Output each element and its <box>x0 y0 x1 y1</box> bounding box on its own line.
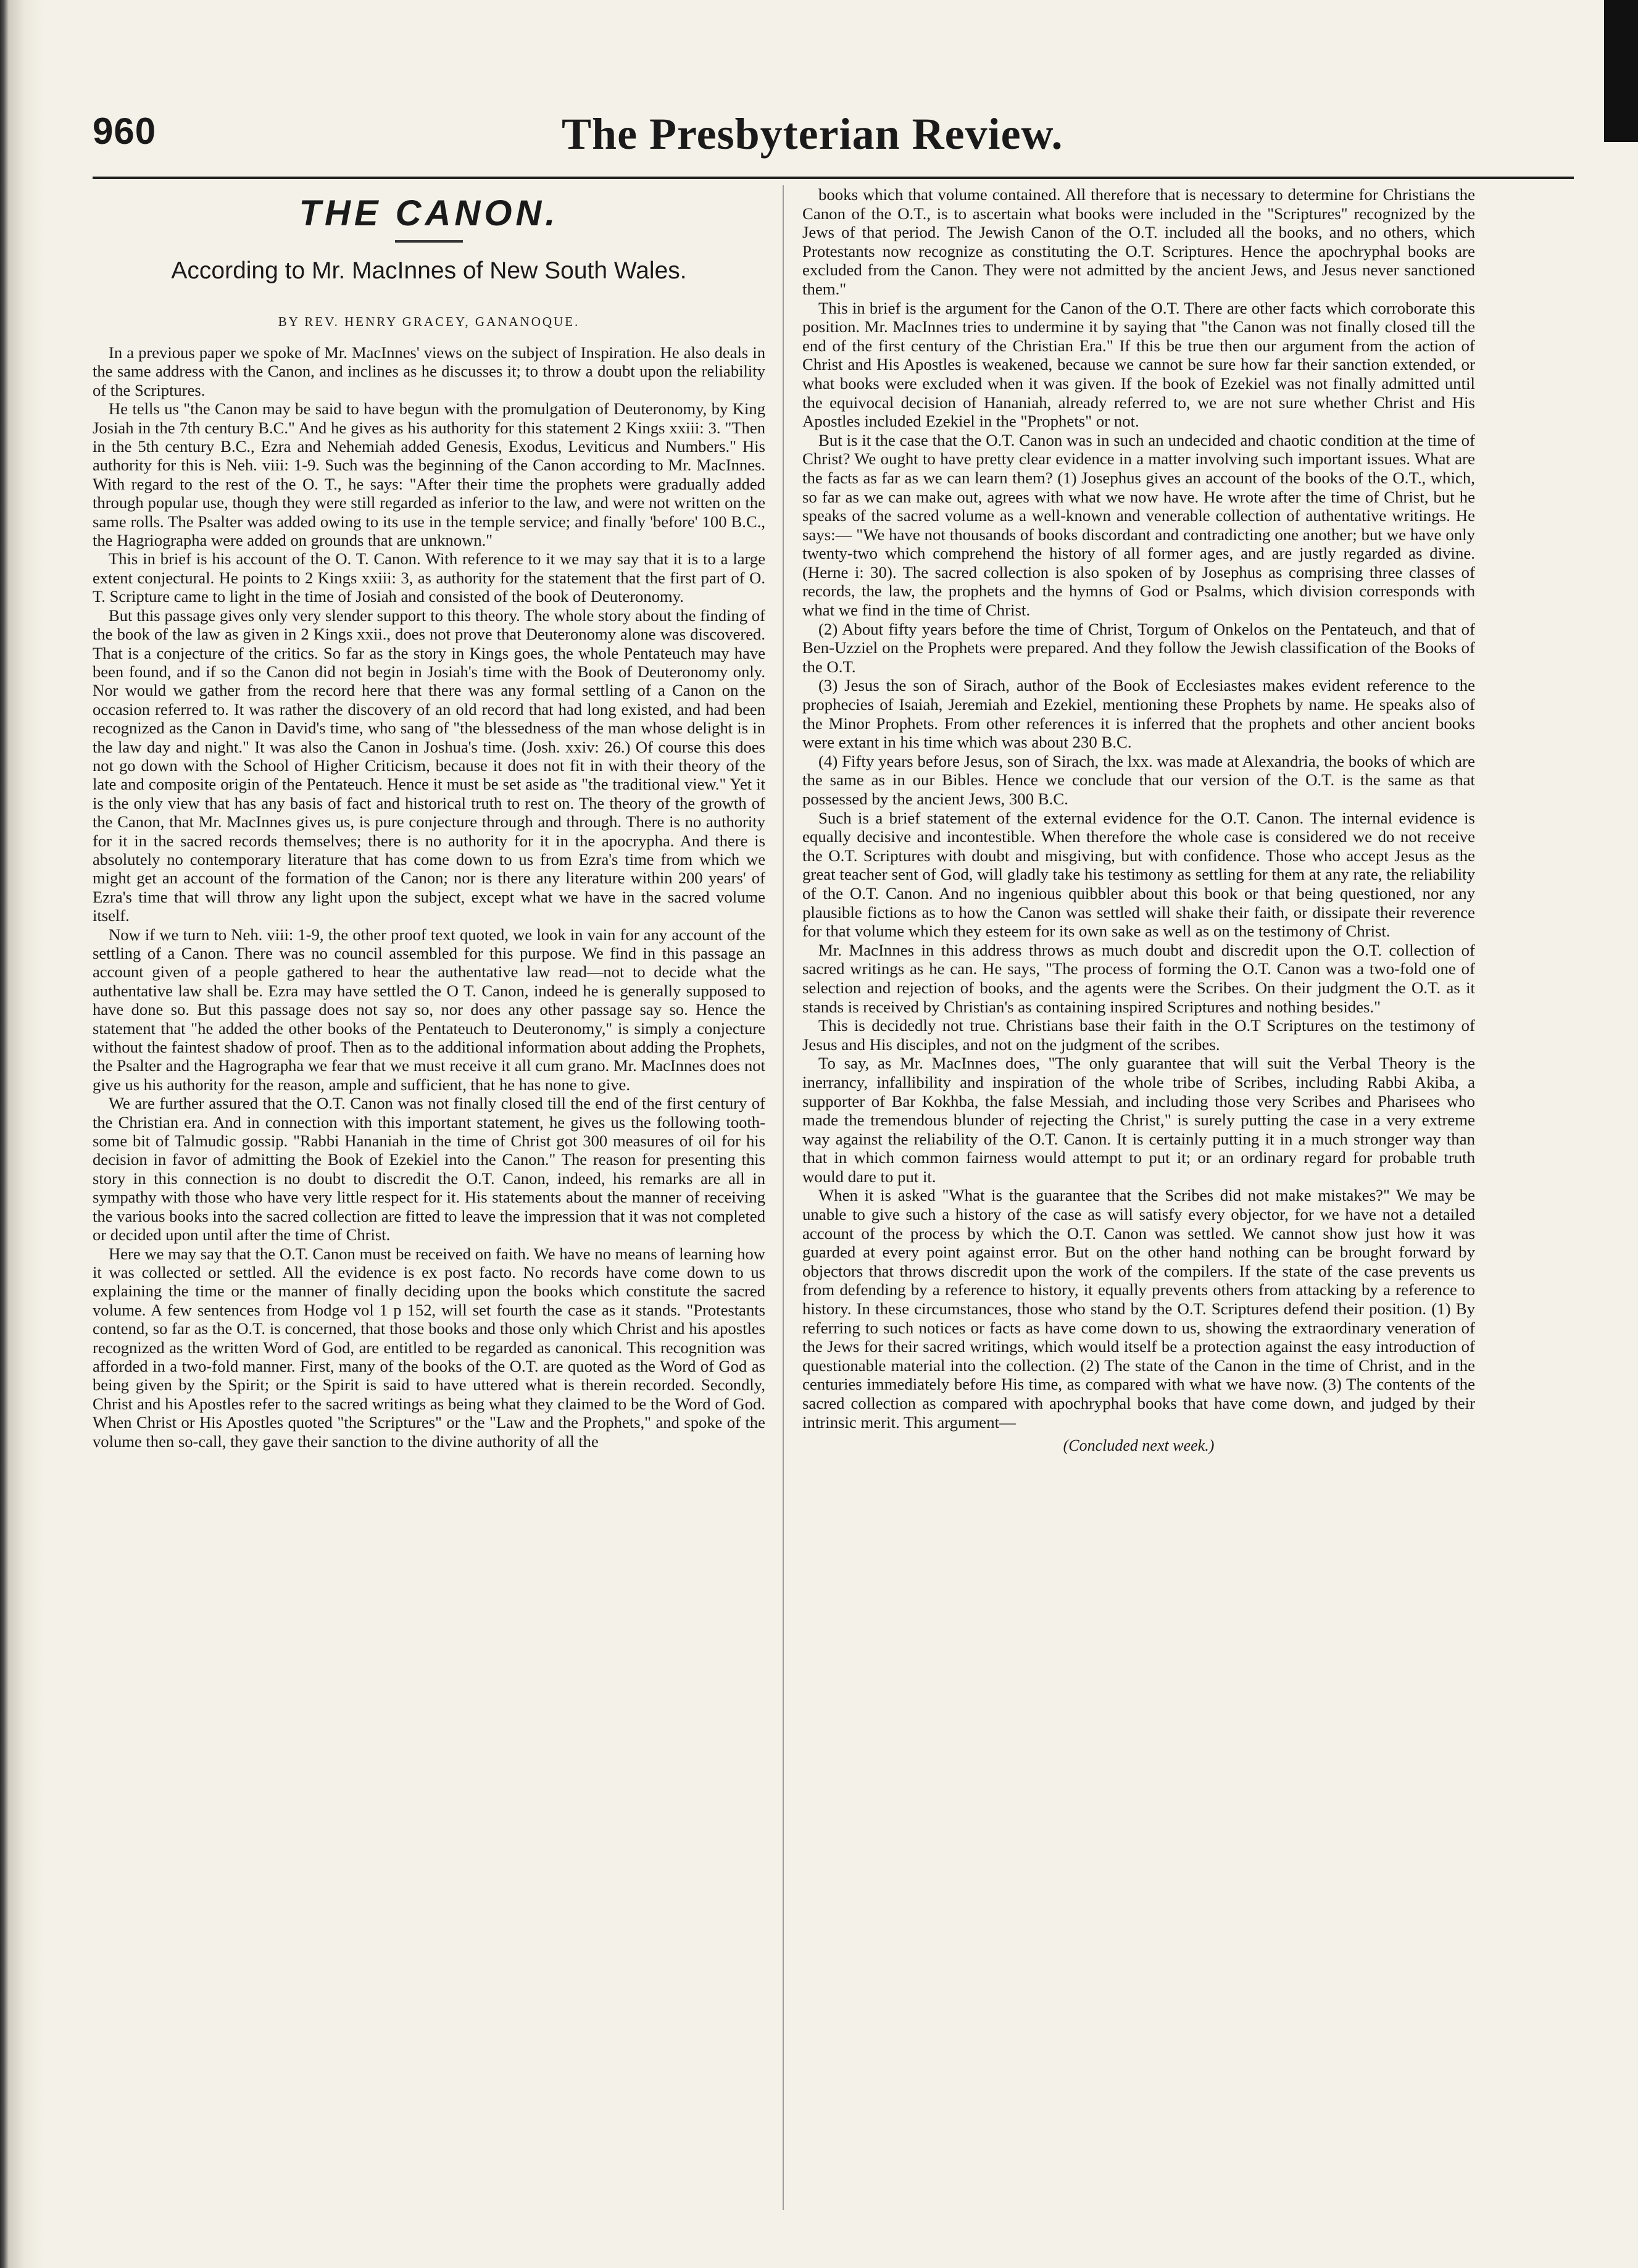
paragraph: He tells us "the Canon may be said to have begun with the promulgation of Deuteronomy, by King Josiah in the 7th century B.C." And he gives as his authority for this statement 2 Kings xxiii: 3. "Then in the 5th century B.C., Ezra and Nehemiah added Genesis, Exodus, Leviticus and Numbers." His authority for this is Neh. viii: 1-9. Such was the beginning of the Canon according to Mr. MacInnes. With regard to the rest of the O. T., he says: "After their time the prophets were gradually added through popular use, though they were still regarded as inferior to the law, and were not written on the same rolls. The Psalter was added owing to its use in the temple service; and finally 'before' 100 B.C., the Hagriographa were added on grounds that are unknown." <box>93 399 765 550</box>
paragraph: (4) Fifty years before Jesus, son of Sirach, the lxx. was made at Alexandria, the books of which are the same as in our Bibles. Hence we conclude that our version of the O.T. is the same as that possessed by the ancient Jews, 300 B.C. <box>802 751 1475 808</box>
paragraph: This in brief is his account of the O. T. Canon. With reference to it we may say that it is to a large extent conjectural. He points to 2 Kings xxiii: 3, as authority for the statement that the first part of O. T. Scripture came to light in the time of Josiah and consisted of the book of Deuteronomy. <box>93 549 765 606</box>
paragraph: books which that volume contained. All therefore that is necessary to determine for Christians the Canon of the O.T., is to ascertain what books were included in the "Scriptures" recognized by the Jews of that period. The Jewish Canon of the O.T. included all the books, and no others, which Protestants now recognize as constituting the O.T. Scriptures. Hence the apochryphal books are excluded from the Canon. They were not admitted by the ancient Jews, and Jesus never sanctioned them." <box>802 185 1475 298</box>
paragraph: Such is a brief statement of the external evidence for the O.T. Canon. The internal evidence is equally decisive and incontestible. When therefore the whole case is considered we do not receive the O.T. Scriptures with doubt and misgiving, but with confidence. Those who accept Jesus as the great teacher sent of God, will gladly take his testimony as settling for them at any rate, the reliability of the O.T. Canon. And no ingenious quibbler about this book or that being questioned, nor any plausible fictions as to how the Canon was settled will shake their faith, or dissipate their reverence for that volume which they esteem for its own sake as well as on the testimony of Christ. <box>802 808 1475 941</box>
column-divider <box>783 185 784 2210</box>
paragraph: Now if we turn to Neh. viii: 1-9, the other proof text quoted, we look in vain for any account of the settling of a Canon. There was no council assembled for this purpose. We find in this passage an account given of a people gathered to hear the authentative law read—not to decide what the authentative law shall be. Ezra may have settled the O T. Canon, indeed he is generally supposed to have done so. But this passage does not say so, nor does any other passage say so. Hence the statement that "he added the other books of the Pentateuch to Deuteronomy," is simply a conjecture without the faintest shadow of proof. Then as to the additional information about adding the Prophets, the Psalter and the Hagrographa we fear that we must receive it all cum grano. Mr. MacInnes does not give us his authority for the reason, ample and sufficient, that he has none to give. <box>93 925 765 1094</box>
byline: BY REV. HENRY GRACEY, GANANOQUE. <box>278 314 580 329</box>
right-column <box>802 185 1475 1455</box>
left-column <box>93 185 765 1451</box>
article-title: THE CANON. <box>299 193 559 233</box>
paragraph: Mr. MacInnes in this address throws as much doubt and discredit upon the O.T. collection of sacred writings as he can. He says, "The process of forming the O.T. Canon was a two-fold one of selection and rejection of books, and the agents were the Scribes. On their judgment the O.T. as it stands is received by Christian's as containing inspired Scriptures and nothing besides." <box>802 940 1475 1016</box>
article-subtitle: According to Mr. MacInnes of New South Wales. <box>171 257 687 284</box>
paragraph: Here we may say that the O.T. Canon must be received on faith. We have no means of learning how it was collected or settled. All the evidence is ex post facto. No records have come down to us explaining the time or the manner of finally deciding upon the books which constitute the sacred volume. A few sentences from Hodge vol 1 p 152, will set fourth the case as it stands. "Protestants contend, so far as the O.T. is concerned, that those books and those only which Christ and his apostles recognized as the written Word of God, are entitled to be regarded as canonical. This recognition was afforded in a two-fold manner. First, many of the books of the O.T. are quoted as the Word of God as being given by the Spirit; or the Spirit is said to have uttered what is therein recorded. Secondly, Christ and his Apostles refer to the sacred writings as being what they claimed to be the Word of God. When Christ or His Apostles quoted "the Scriptures" or the "Law and the Prophets," and spoke of the volume then so-call, they gave their sanction to the divine authority of all the <box>93 1244 765 1451</box>
page-header <box>93 110 1574 178</box>
page-number: 960 <box>93 110 157 152</box>
title-rule <box>395 240 463 243</box>
paragraph: But is it the case that the O.T. Canon was in such an undecided and chaotic condition at the time of Christ? We ought to have pretty clear evidence in a matter involving such important issues. What are the facts as far as we can learn them? (1) Josephus gives an account of the books of the O.T., which, so far as we can make out, agrees with what we now have. He wrote after the time of Christ, but he speaks of the sacred volume as a well-known and venerable collection of authentative writings. He says:— "We have not thousands of books discordant and contradicting one another; but we have only twenty-two which comprehend the history of all former ages, and are justly regarded as divine. (Herne i: 30). The sacred collection is also spoken of by Josephus as comprising three classes of records, the law, the prophets and the hymns of God or Psalms, which division corresponds with what we find in the time of Christ. <box>802 430 1475 620</box>
paragraph: This is decidedly not true. Christians base their faith in the O.T Scriptures on the testimony of Jesus and His disciples, and not on the judgment of the scribes. <box>802 1016 1475 1054</box>
scan-corner-shadow <box>1604 0 1638 142</box>
paragraph: When it is asked "What is the guarantee that the Scribes did not make mistakes?" We may be unable to give such a history of the case as will satisfy every objector, for we have not a detailed account of the process by which the O.T. Canon was settled. We cannot show just how it was guarded at every point against error. But on the other hand nothing can be brought forward by objectors that throws discredit upon the work of the compilers. If the state of the case prevents us from defending by a reference to history, it equally prevents others from attacking by a reference to history. In these circumstances, those who stand by the O.T. Scriptures defend their position. (1) By referring to such notices or facts as have come down to us, showing the extraordinary veneration of the Jews for their sacred writings, which would itself be a protection against the easy introduction of questionable material into the collection. (2) The state of the Canon in the time of Christ, and in the centuries immediately before His time, as compared with what we have now. (3) The contents of the sacred collection as compared with apochryphal books that have come down, and judged by their intrinsic merit. This argument— <box>802 1186 1475 1432</box>
paragraph: We are further assured that the O.T. Canon was not finally closed till the end of the first century of the Christian era. And in connection with this important statement, he gives us the following tooth-some bit of Talmudic gossip. "Rabbi Hananiah in the time of Christ got 300 measures of oil for his decision in favor of admitting the Book of Ezekiel into the Canon." The reason for presenting this story in this connection is no doubt to discredit the O.T. Canon, indeed, his remarks are all in sympathy with those who have very little respect for it. His statements about the manner of receiving the various books into the sacred collection are fitted to leave the impression that it was not completed or decided upon until after the time of Christ. <box>93 1094 765 1244</box>
journal-title: The Presbyterian Review. <box>562 109 1063 159</box>
paragraph: To say, as Mr. MacInnes does, "The only guarantee that will suit the Verbal Theory is the inerrancy, infallibility and inspiration of the whole tribe of Scribes, including Rabbi Akiba, a supporter of Bar Kokhba, the false Messiah, and including those very Scribes and Pharisees who made the tremendous blunder of rejecting the Christ," is surely putting the case in a very extreme way against the reliability of the O.T. Canon. It is certainly putting it in a much stronger way than that in which common fairness would attempt to put it; or an ordinary regard for probable truth would dare to put it. <box>802 1054 1475 1186</box>
header-rule <box>93 177 1574 179</box>
paragraph: This in brief is the argument for the Canon of the O.T. There are other facts which corroborate this position. Mr. MacInnes tries to undermine it by saying that "the Canon was not finally closed till the end of the first century of the Christian Era." If this be true then our argument from the action of Christ and His Apostles is weakened, because we cannot be sure how far their sanction extended, or what books were excluded when it was given. If the book of Ezekiel was not finally admitted until the equivocal decision of Hananiah, already referred to, we are not sure whether Christ and His Apostles included Ezekiel in the "Prophets" or not. <box>802 298 1475 431</box>
scan-binding-edge <box>0 0 43 2268</box>
paragraph: (2) About fifty years before the time of Christ, Torgum of Onkelos on the Pentateuch, and that of Ben-Uzziel on the Prophets were prepared. And they follow the Jewish classification of the Books of the O.T. <box>802 619 1475 676</box>
paragraph: But this passage gives only very slender support to this theory. The whole story about the finding of the book of the law as given in 2 Kings xxii., does not prove that Deuteronomy alone was discovered. That is a conjecture of the critics. So far as the story in Kings goes, the whole Pentateuch may have been found, and if so the Canon did not begin in Josiah's time with the Book of Deuteronomy only. Nor would we gather from the record here that there was any formal settling of a Canon on the occasion referred to. It was rather the discovery of an old record that had long existed, and had been recognized as the Canon in David's time, who sang of "the blessedness of the man whose delight is in the law day and night." It was also the Canon in Joshua's time. (Josh. xxiv: 26.) Of course this does not go down with the School of Higher Criticism, because it does not fit in with their theory of the late and composite origin of the Pentateuch. Hence it must be set aside as "the traditional view." Yet it is the only view that has any basis of fact and historical truth to rest on. The theory of the growth of the Canon, that Mr. MacInnes gives us, is pure conjecture through and through. There is no authority for it in the sacred records themselves; there is no authority for it in the apocrypha. And there is absolutely no contemporary literature that has come down to us from Ezra's time from which we might get an account of the formation of the Canon; nor is there any literature within 200 years' of Ezra's time that will throw any light upon the subject, except what we have in the sacred volume itself. <box>93 606 765 925</box>
paragraph: (3) Jesus the son of Sirach, author of the Book of Ecclesiastes makes evident reference to the prophecies of Isaiah, Jeremiah and Ezekiel, mentioning these Prophets by name. He speaks also of the Minor Prophets. From other references it is inferred that the prophets and other ancient books were extant in his time which was about 230 B.C. <box>802 676 1475 752</box>
paragraph: In a previous paper we spoke of Mr. MacInnes' views on the subject of Inspiration. He also deals in the same address with the Canon, and inclines as he discusses it; to throw a doubt upon the reliability of the Scriptures. <box>93 343 765 399</box>
continued-note: (Concluded next week.) <box>1063 1436 1215 1455</box>
